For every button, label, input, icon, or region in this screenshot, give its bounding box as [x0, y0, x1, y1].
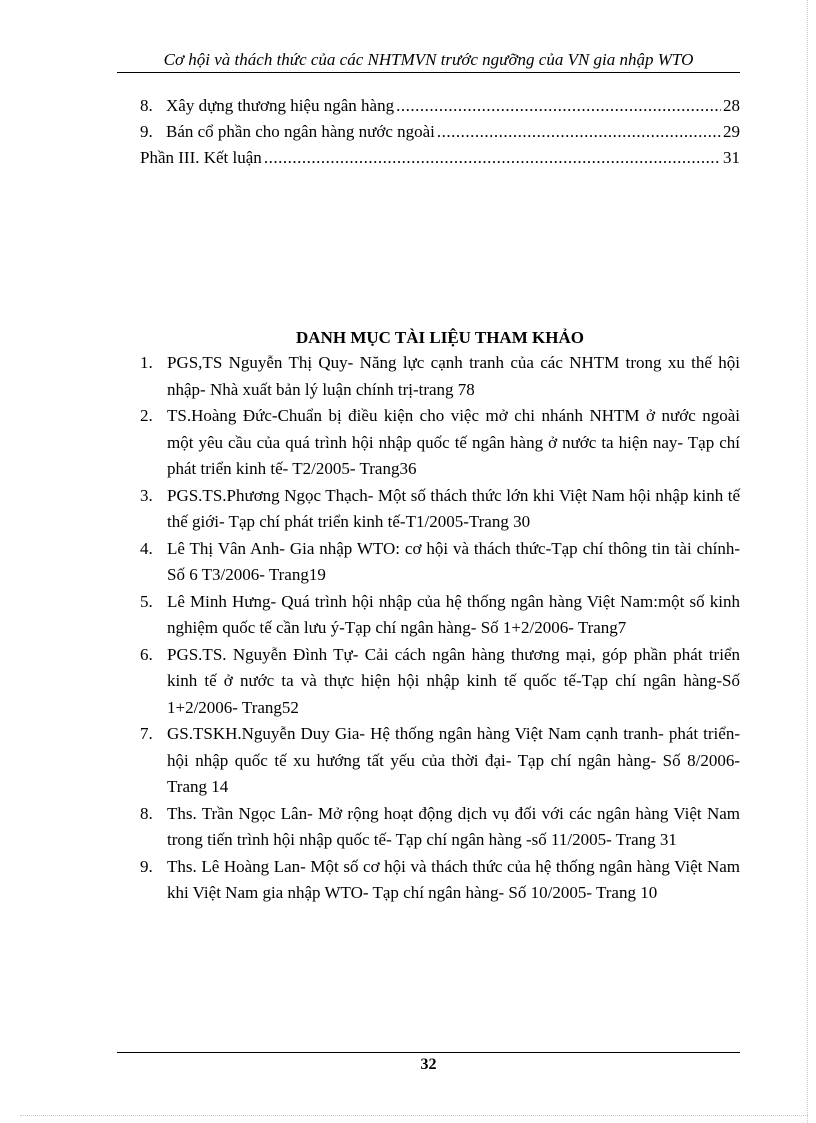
- reference-number: 5.: [140, 591, 153, 611]
- toc-entry-page: 31: [723, 148, 740, 167]
- reference-number: 7.: [140, 724, 153, 743]
- page-edge-bottom: [20, 1115, 808, 1116]
- reference-text: Ths. Trần Ngọc Lân- Mở rộng hoạt động dịch vụ đối với các ngân hàng Việt Nam trong tiến trình hội nhập quốc tế- Tạp chí ngân hàng -số 11/2005- Trang 31: [167, 803, 740, 849]
- toc-entry-label: Xây dựng thương hiệu ngân hàng: [166, 96, 395, 115]
- reference-item: [140, 403, 740, 483]
- reference-number: 6.: [140, 644, 153, 664]
- running-header: Cơ hội và thách thức của các NHTMVN trước ngưỡng của VN gia nhập WTO: [117, 48, 740, 73]
- toc-entry: [140, 119, 740, 145]
- references-list: [140, 350, 740, 907]
- toc-dot-leader: [396, 93, 721, 119]
- reference-text: PGS,TS Nguyễn Thị Quy- Năng lực cạnh tranh của các NHTM trong xu thế hội nhập- Nhà xuất bản lý luận chính trị-trang 78: [167, 353, 740, 399]
- toc-entry: [140, 93, 740, 119]
- reference-number: 1.: [140, 353, 153, 372]
- reference-text: TS.Hoàng Đức-Chuẩn bị điều kiện cho việc mở chi nhánh NHTM ở nước ngoài một yêu cầu của quá trình hội nhập quốc tế ngân hàng ở nước ta hiện nay- Tạp chí phát triển kinh tế- T2/2005- Trang36: [167, 406, 740, 478]
- table-of-contents: [140, 93, 740, 171]
- toc-dot-leader: [264, 145, 721, 171]
- reference-text: Lê Minh Hưng- Quá trình hội nhập của hệ thống ngân hàng Việt Nam:một số kinh nghiệm quốc tế cần lưu ý-Tạp chí ngân hàng- Số 1+2/2006- Trang7: [167, 591, 740, 637]
- toc-entry-number: 8.: [140, 96, 153, 115]
- reference-text: PGS.TS.Phương Ngọc Thạch- Một số thách thức lớn khi Việt Nam hội nhập kinh tế thế giới- Tạp chí phát triển kinh tế-T1/2005-Trang 30: [167, 485, 740, 531]
- reference-item: [140, 589, 740, 642]
- reference-number: 4.: [140, 538, 153, 558]
- reference-item: [140, 350, 740, 403]
- reference-number: 3.: [140, 485, 153, 505]
- reference-number: 8.: [140, 803, 153, 823]
- toc-entry-number: 9.: [140, 122, 153, 141]
- toc-dot-leader: [437, 119, 721, 145]
- footer-rule: [117, 1052, 740, 1053]
- reference-item: [140, 536, 740, 589]
- reference-item: [140, 483, 740, 536]
- page-edge-right: [807, 0, 808, 1123]
- reference-number: 2.: [140, 406, 153, 425]
- reference-item: [140, 801, 740, 854]
- references-heading: DANH MỤC TÀI LIỆU THAM KHẢO: [296, 328, 584, 347]
- toc-entry-page: 28: [723, 96, 740, 115]
- reference-text: Ths. Lê Hoàng Lan- Một số cơ hội và thách thức của hệ thống ngân hàng Việt Nam khi Việt Nam gia nhập WTO- Tạp chí ngân hàng- Số 10/2005- Trang 10: [167, 856, 740, 902]
- reference-item: [140, 642, 740, 722]
- reference-text: Lê Thị Vân Anh- Gia nhập WTO: cơ hội và thách thức-Tạp chí thông tin tài chính- Số 6 T3/2006- Trang19: [167, 538, 740, 584]
- toc-entry: [140, 145, 740, 171]
- toc-entry-label: Bán cổ phần cho ngân hàng nước ngoài: [166, 122, 435, 141]
- reference-text: PGS.TS. Nguyễn Đình Tự- Cải cách ngân hàng thương mại, góp phần phát triển kinh tế ở nước ta và thực hiện hội nhập kinh tế quốc tế-Tạp chí ngân hàng-Số 1+2/2006- Trang52: [167, 644, 740, 717]
- reference-item: [140, 721, 740, 801]
- reference-item: [140, 854, 740, 907]
- reference-text: GS.TSKH.Nguyễn Duy Gia- Hệ thống ngân hàng Việt Nam cạnh tranh- phát triển- hội nhập quốc tế xu hướng tất yếu của thời đại- Tạp chí ngân hàng- Số 8/2006- Trang 14: [167, 724, 740, 796]
- page-number: 32: [420, 1056, 437, 1073]
- toc-entry-page: 29: [723, 122, 740, 141]
- reference-number: 9.: [140, 856, 153, 876]
- toc-entry-label: Phần III. Kết luận: [140, 148, 262, 167]
